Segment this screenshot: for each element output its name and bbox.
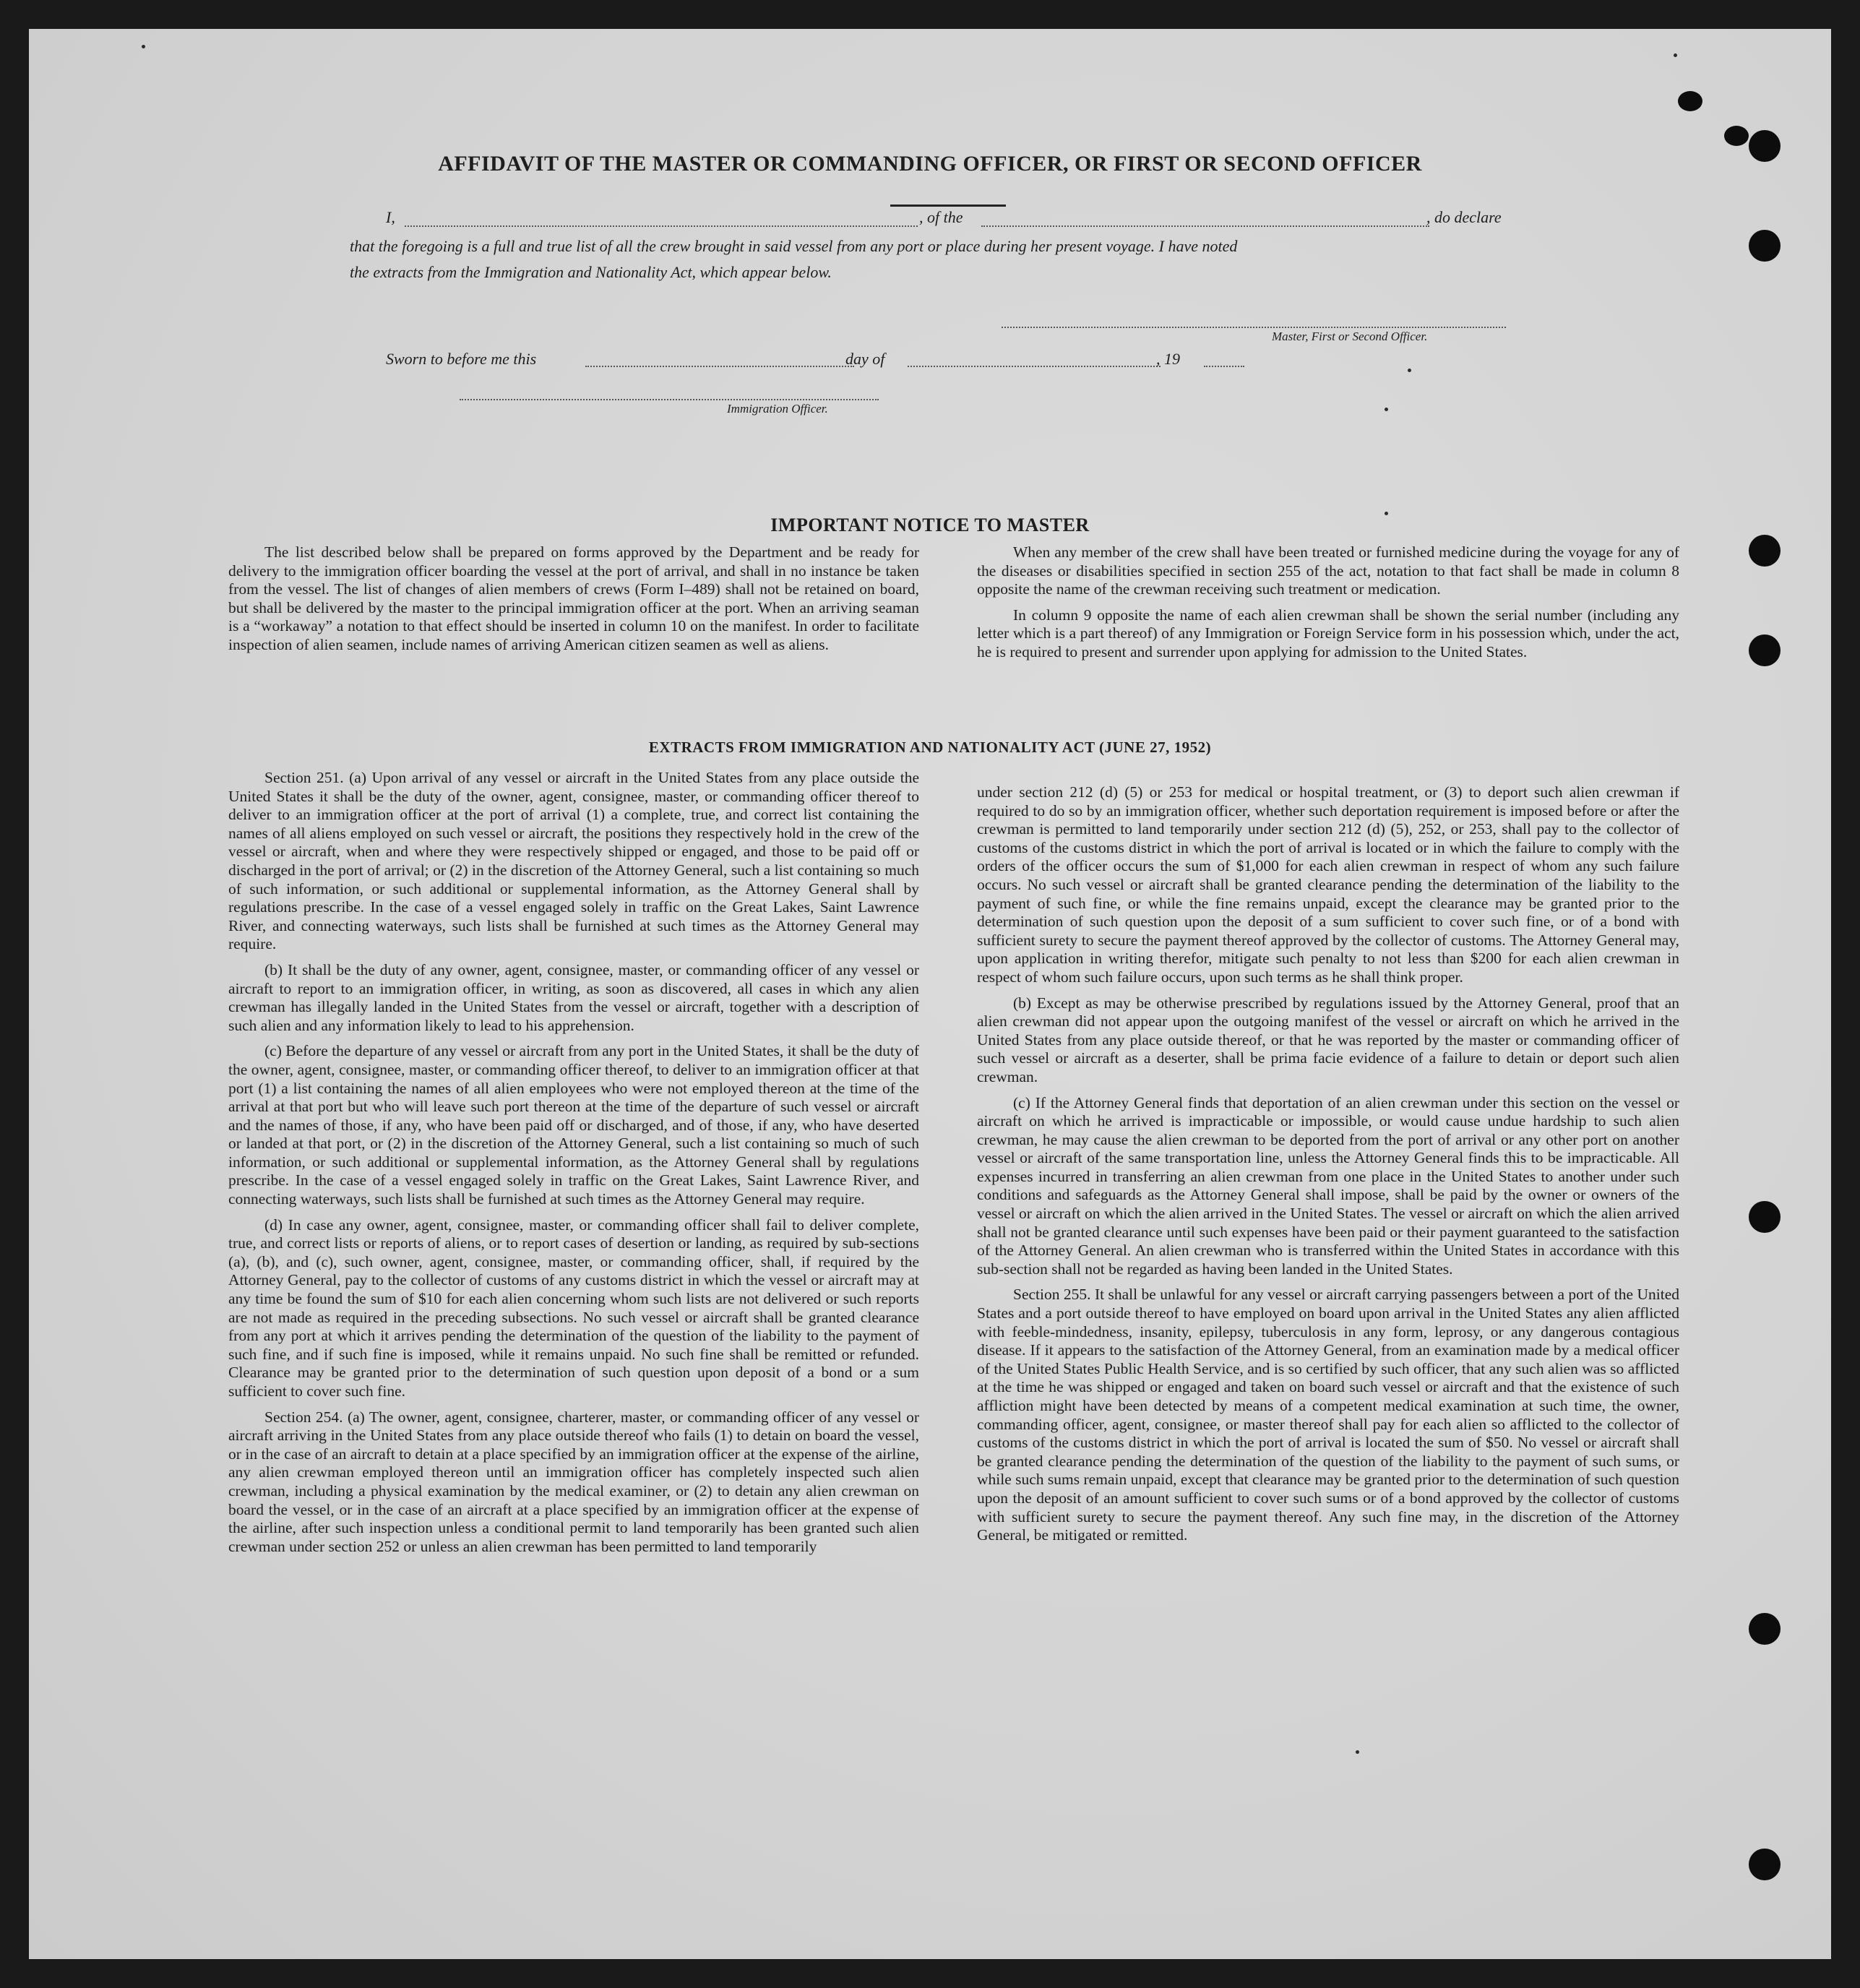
act-paragraph: Section 255. It shall be unlawful for any vessel or aircraft carrying passengers between a port of the United States and a port outside thereof to have employed on board upon arrival in the United States any alien afflicted with feeble-mindedness, insanity, epilepsy, tuberculosis in any form, leprosy, or any dangerous contagious disease. If it appears to the satisfaction of the Attorney General, from an examination made by a medical officer of the United States Public Health Service, and is so certified by such officer, that any such alien was so afflicted at the time he was shipped or engaged and taken on board such vessel or aircraft and that the existence of such affliction might have been detected by means of a competent medical examination at such time, the owner, commanding officer, agent, consignee, or master thereof shall pay for each alien so afflicted to the collector of customs of the customs district in which the port of arrival is located the sum of $50. No vessel or aircraft shall be granted clearance pending the determination of the question of the liability to the payment of such sums, or while such sums remain unpaid, except that clearance may be granted prior to the determination of such question upon the deposit of an amount sufficient to cover such sums or of a bond approved by the collector of customs with sufficient surety to secure the payment thereof. Any such fine may, in the discretion of the Attorney General, be mitigated or remitted.	[977, 1286, 1679, 1544]
act-paragraph: (c) If the Attorney General finds that deportation of an alien crewman under this section on the vessel or aircraft on which he arrived is impracticable or impossible, or would cause undue hardship to such alien crewman, he may cause the alien crewman to be deported from the port of arrival or any other port on another vessel or aircraft of the same transportation line, unless the Attorney General finds this to be impracticable. All expenses incurred in transferring an alien crewman from one place in the United States to another under such conditions and safeguards as the Attorney General shall impose, shall be paid by the owner or owners of the vessel or aircraft on which the alien arrived in the United States. The vessel or aircraft on which the alien arrived shall not be granted clearance until such expenses have been paid or their payment guaranteed to the satisfaction of the Attorney General. An alien crewman who is transferred within the United States in accordance with this sub-section shall not be regarded as having been landed in the United States.	[977, 1093, 1679, 1278]
punch-hole	[1749, 1849, 1781, 1880]
punch-hole	[1678, 91, 1702, 111]
sworn-year-field[interactable]	[1204, 366, 1244, 367]
extracts-title: EXTRACTS FROM IMMIGRATION AND NATIONALITY ACT (JUNE 27, 1952)	[648, 739, 1212, 756]
master-signature-label: Master, First or Second Officer.	[1272, 330, 1428, 343]
punch-hole	[1724, 126, 1749, 146]
master-signature-field[interactable]	[1002, 327, 1506, 328]
extracts-left-column	[228, 769, 919, 1563]
notice-paragraph: In column 9 opposite the name of each alien crewman shall be shown the serial number (including any letter which is a part thereof) of any Immigration or Foreign Service form in his possession which, under the act, he is required to present and surrender upon applying for admission to the United States.	[977, 606, 1679, 660]
punch-hole	[1749, 634, 1781, 666]
act-paragraph: (d) In case any owner, agent, consignee, master, or commanding officer shall fail to deliver complete, true, and correct lists or reports of aliens, or to report cases of desertion or landing, as required by sub-sections (a), (b), and (c), such owner, agent, consignee, master, or commanding officer, shall, if required by the Attorney General, pay to the collector of customs of any customs district in which the vessel or aircraft may at any time be found the sum of $10 for each alien concerning whom such lists are not delivered or such reports are not made as required in the preceding subsections. No such vessel or aircraft shall be granted clearance from any port at which it arrives pending the determination of the question of the liability to the payment of such fine, and if such fine is imposed, while it remains unpaid. No such fine shall be remitted or refunded. Clearance may be granted prior to the determination of such question upon deposit of a bond or a sum sufficient to cover such fine.	[228, 1215, 919, 1400]
scan-speck	[1408, 369, 1411, 372]
notice-right-column	[977, 543, 1679, 669]
officer-signature-field[interactable]	[460, 399, 879, 400]
sworn-day-field[interactable]	[585, 366, 854, 367]
act-paragraph: under section 212 (d) (5) or 253 for medical or hospital treatment, or (3) to deport such alien crewman if required to do so by an immigration officer, whether such deportation requirement is imposed before or after the crewman is permitted to land temporarily under section 212 (d) (5), 252, or 253, shall pay to the collector of customs of the customs district in which the port of arrival is located or in which the failure to comply with the orders of the officer occurs the sum of $1,000 for each alien crewman in respect of whom any such failure occurs. No such vessel or aircraft shall be granted clearance pending the determination of the liability to the payment of such fine, or while the fine remains unpaid, except the clearance may be granted prior to the determination of such question upon the deposit of a sum sufficient to cover such fine, or of a bond with sufficient surety to secure the payment thereof approved by the collector of customs. The Attorney General may, upon application in writing therefor, mitigate such penalty to not less than $200 for each alien crewman in respect of whom such failure occurs, upon such terms as he shall think proper.	[977, 783, 1679, 986]
punch-hole	[1749, 535, 1781, 567]
notice-paragraph: When any member of the crew shall have been treated or furnished medicine during the voyage for any of the diseases or disabilities specified in section 255 of the act, notation to that fact shall be made in column 8 opposite the name of the crewman receiving such treatment or medication.	[977, 543, 1679, 598]
affidavit-do-declare-label: , do declare	[1426, 208, 1502, 226]
act-paragraph: (b) It shall be the duty of any owner, agent, consignee, master, or commanding officer of any vessel or aircraft to report to an immigration officer, in writing, as soon as discovered, all cases in which any alien crewman has illegally landed in the United States from the vessel or aircraft, together with a description of such alien and any information likely to lead to his apprehension.	[228, 960, 919, 1034]
act-paragraph: (c) Before the departure of any vessel or aircraft from any port in the United States, it shall be the duty of the owner, agent, consignee, master, or commanding officer thereof, to deliver to an immigration officer at that port (1) a list containing the names of all alien employees who were not employed thereon at the time of the arrival at that port but who will leave such port thereon at the time of the departure of such vessel or aircraft and the names of those, if any, who have been paid off or discharged, and of those, if any, who have deserted or landed at that port, or (2) in the discretion of the Attorney General, such a list containing so much of such information, or such additional or supplemental information, as the Attorney General shall by regulations prescribe. In the case of a vessel engaged solely in traffic on the Great Lakes, Saint Lawrence River, and connecting waterways, such lists shall be furnished at such times as the Attorney General may require.	[228, 1042, 919, 1208]
sworn-label: Sworn to before me this	[386, 350, 537, 368]
document-sheet	[29, 29, 1831, 1959]
scan-speck	[1356, 1750, 1359, 1754]
act-paragraph: (b) Except as may be otherwise prescribed by regulations issued by the Attorney General, proof that an alien crewman did not appear upon the outgoing manifest of the vessel or aircraft on which he arrived in the United States from any place outside thereof, or that he was reported by the master or commanding officer of such vessel or aircraft as a deserter, shall be prima facie evidence of a failure to detain or deport such alien crewman.	[977, 994, 1679, 1085]
scan-speck	[1674, 53, 1677, 57]
affidavit-of-the-label: , of the	[919, 208, 963, 226]
officer-signature-label: Immigration Officer.	[727, 402, 828, 416]
sworn-month-field[interactable]	[908, 366, 1161, 367]
year-label: , 19	[1156, 350, 1180, 368]
title-divider	[890, 205, 1006, 207]
punch-hole	[1749, 230, 1781, 262]
punch-hole	[1749, 1201, 1781, 1233]
affidavit-i-label: I,	[386, 208, 395, 226]
scan-speck	[142, 45, 145, 48]
declarant-name-field[interactable]	[405, 225, 918, 227]
affidavit-title: AFFIDAVIT OF THE MASTER OR COMMANDING OFFICER, OR FIRST OR SECOND OFFICER	[438, 152, 1422, 176]
scan-speck	[1385, 408, 1388, 411]
act-paragraph: Section 251. (a) Upon arrival of any vessel or aircraft in the United States from any place outside the United States it shall be the duty of the owner, agent, consignee, master, or commanding officer thereof to deliver to an immigration officer at the port of arrival (1) a complete, true, and correct list containing the names of all aliens employed on such vessel or aircraft, the positions they respectively hold in the crew of the vessel or aircraft, when and where they were respectively shipped or engaged, and those to be paid off or discharged in the port of arrival; or (2) in the discretion of the Attorney General, such a list containing so much of such information, or such additional or supplemental information, as the Attorney General shall by regulations prescribe. In the case of a vessel engaged solely in traffic on the Great Lakes, Saint Lawrence River, and connecting waterways, such lists shall be furnished at such times as the Attorney General may require.	[228, 769, 919, 953]
affidavit-statement-line1: that the foregoing is a full and true list of all the crew brought in said vessel from any port or place during her present voyage. I have noted	[350, 237, 1238, 255]
act-paragraph: Section 254. (a) The owner, agent, consignee, charterer, master, or commanding officer of any vessel or aircraft arriving in the United States from any place outside thereof who fails (1) to detain on board the vessel, or in the case of an aircraft to detain at a place specified by an immigration officer at the expense of the airline, any alien crewman employed thereon until an immigration officer has completely inspected such alien crewman, including a physical examination by the medical examiner, or (2) to detain any alien crewman on board the vessel, or in the case of an aircraft at a place specified by an immigration officer at the expense of the airline, after such inspection unless a conditional permit to land temporarily has been granted such alien crewman under section 252 or unless an alien crewman has been permitted to land temporarily	[228, 1408, 919, 1555]
day-of-label: day of	[845, 350, 885, 368]
notice-paragraph: The list described below shall be prepared on forms approved by the Department and be ready for delivery to the immigration officer boarding the vessel at the port of arrival, and shall in no instance be taken from the vessel. The list of changes of alien members of crews (Form I–489) shall not be retained on board, but shall be delivered by the master to the principal immigration officer at the port. When an arriving seaman is a “workaway” a notation to that effect should be inserted in column 10 on the manifest. In order to facilitate inspection of alien seamen, include names of arriving American citizen seamen as well as aliens.	[228, 543, 919, 653]
affidavit-statement-line2: the extracts from the Immigration and Nationality Act, which appear below.	[350, 263, 832, 281]
notice-left-column	[228, 543, 919, 662]
notice-title: IMPORTANT NOTICE TO MASTER	[770, 515, 1090, 535]
extracts-right-column	[977, 783, 1679, 1552]
punch-hole	[1749, 1613, 1781, 1645]
vessel-name-field[interactable]	[981, 225, 1429, 227]
